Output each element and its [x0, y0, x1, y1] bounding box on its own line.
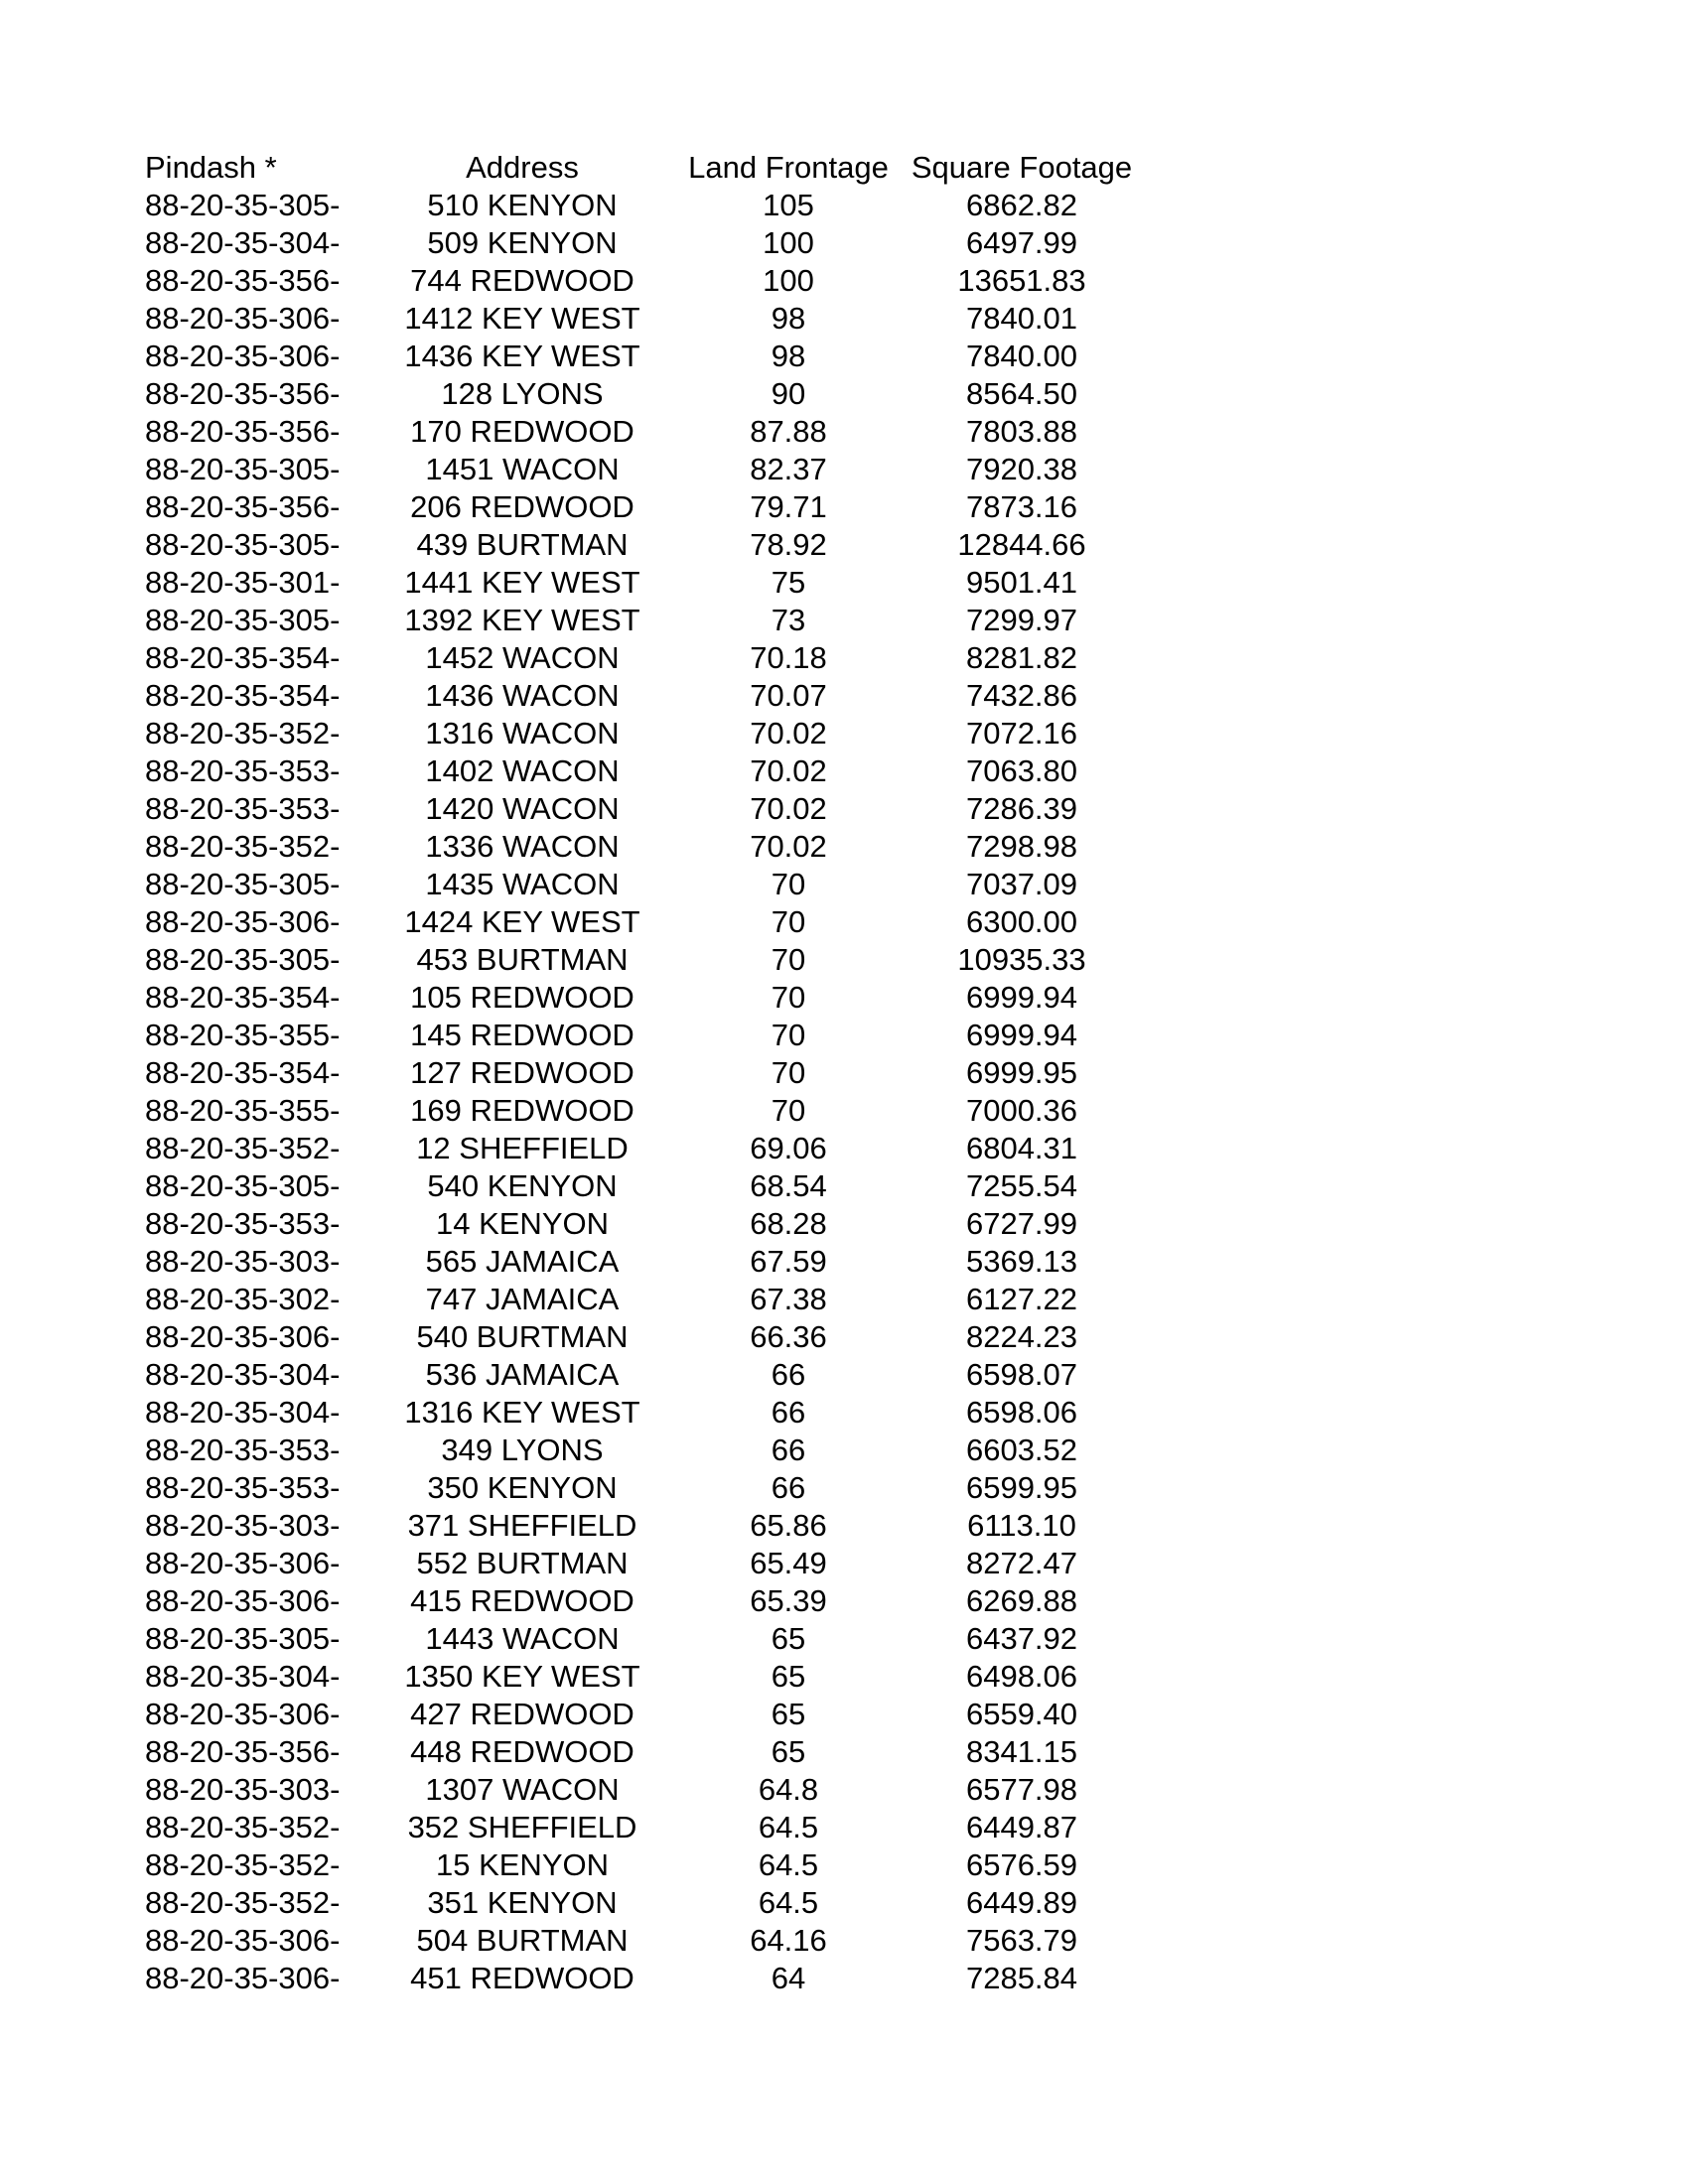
cell-pindash: 88-20-35-305- [145, 942, 341, 977]
cell-land-frontage: 70 [771, 867, 806, 901]
cell-pindash: 88-20-35-355- [145, 1018, 341, 1052]
cell-square-footage: 6449.87 [965, 1810, 1078, 1844]
cell-pindash: 88-20-35-355- [145, 1093, 341, 1128]
table-row [145, 1809, 1188, 1846]
table-body [145, 187, 1188, 1997]
cell-land-frontage: 66 [771, 1395, 806, 1430]
cell-square-footage: 8341.15 [965, 1734, 1078, 1769]
cell-land-frontage: 64.5 [758, 1885, 819, 1920]
cell-pindash: 88-20-35-353- [145, 753, 341, 788]
cell-pindash: 88-20-35-356- [145, 376, 341, 411]
cell-address: 169 REDWOOD [410, 1093, 634, 1128]
cell-address: 1435 WACON [425, 867, 620, 901]
table-row [145, 1092, 1188, 1130]
cell-pindash: 88-20-35-353- [145, 1433, 341, 1467]
table-row [145, 300, 1188, 338]
table-row [145, 903, 1188, 941]
cell-square-footage: 7920.38 [965, 452, 1078, 486]
table-row [145, 1771, 1188, 1809]
cell-square-footage: 7286.39 [965, 791, 1078, 826]
header-land-frontage: Land Frontage [688, 150, 889, 185]
cell-square-footage: 8272.47 [965, 1546, 1078, 1580]
table-row [145, 1960, 1188, 1997]
cell-pindash: 88-20-35-305- [145, 1168, 341, 1203]
cell-land-frontage: 65 [771, 1697, 806, 1731]
header-row [145, 149, 1188, 187]
cell-address: 105 REDWOOD [410, 980, 634, 1015]
table-row [145, 375, 1188, 413]
table-row [145, 1507, 1188, 1545]
cell-address: 540 BURTMAN [416, 1319, 629, 1354]
cell-address: 1412 KEY WEST [404, 301, 640, 336]
cell-land-frontage: 64.5 [758, 1847, 819, 1882]
cell-address: 1336 WACON [425, 829, 620, 864]
cell-address: 1420 WACON [425, 791, 620, 826]
table-row [145, 1582, 1188, 1620]
cell-pindash: 88-20-35-352- [145, 1131, 341, 1165]
cell-address: 350 KENYON [427, 1470, 618, 1505]
table-row [145, 1394, 1188, 1432]
cell-address: 552 BURTMAN [416, 1546, 629, 1580]
cell-pindash: 88-20-35-304- [145, 1357, 341, 1392]
table-row [145, 1243, 1188, 1281]
cell-square-footage: 7255.54 [965, 1168, 1078, 1203]
table-row [145, 602, 1188, 639]
cell-address: 128 LYONS [441, 376, 604, 411]
cell-pindash: 88-20-35-352- [145, 1810, 341, 1844]
cell-square-footage: 6999.94 [965, 1018, 1078, 1052]
cell-pindash: 88-20-35-353- [145, 791, 341, 826]
cell-address: 1452 WACON [425, 640, 620, 675]
cell-square-footage: 5369.13 [965, 1244, 1078, 1279]
cell-pindash: 88-20-35-354- [145, 980, 341, 1015]
cell-land-frontage: 105 [763, 188, 814, 222]
cell-land-frontage: 70 [771, 904, 806, 939]
cell-pindash: 88-20-35-356- [145, 489, 341, 524]
cell-square-footage: 6498.06 [965, 1659, 1078, 1694]
cell-pindash: 88-20-35-306- [145, 339, 341, 373]
cell-land-frontage: 70 [771, 1093, 806, 1128]
cell-square-footage: 8224.23 [965, 1319, 1078, 1354]
cell-pindash: 88-20-35-305- [145, 188, 341, 222]
cell-square-footage: 7803.88 [965, 414, 1078, 449]
cell-pindash: 88-20-35-303- [145, 1244, 341, 1279]
cell-square-footage: 7873.16 [965, 489, 1078, 524]
cell-pindash: 88-20-35-305- [145, 867, 341, 901]
cell-land-frontage: 100 [763, 225, 814, 260]
cell-address: 415 REDWOOD [410, 1583, 634, 1618]
cell-pindash: 88-20-35-306- [145, 301, 341, 336]
cell-land-frontage: 87.88 [750, 414, 827, 449]
table-row [145, 1432, 1188, 1469]
table-row [145, 1318, 1188, 1356]
cell-pindash: 88-20-35-306- [145, 1961, 341, 1995]
cell-square-footage: 7072.16 [965, 716, 1078, 751]
cell-square-footage: 7840.01 [965, 301, 1078, 336]
cell-address: 349 LYONS [441, 1433, 604, 1467]
cell-square-footage: 6598.07 [965, 1357, 1078, 1392]
cell-land-frontage: 75 [771, 565, 806, 600]
cell-address: 510 KENYON [427, 188, 618, 222]
cell-land-frontage: 64 [771, 1961, 806, 1995]
cell-land-frontage: 90 [771, 376, 806, 411]
cell-pindash: 88-20-35-302- [145, 1282, 341, 1316]
cell-land-frontage: 82.37 [750, 452, 827, 486]
cell-land-frontage: 65 [771, 1621, 806, 1656]
cell-pindash: 88-20-35-354- [145, 640, 341, 675]
cell-square-footage: 7299.97 [965, 603, 1078, 637]
cell-address: 1441 KEY WEST [404, 565, 640, 600]
cell-square-footage: 10935.33 [957, 942, 1086, 977]
cell-pindash: 88-20-35-305- [145, 527, 341, 562]
cell-land-frontage: 65 [771, 1659, 806, 1694]
cell-address: 127 REDWOOD [410, 1055, 634, 1090]
cell-pindash: 88-20-35-354- [145, 1055, 341, 1090]
table-row [145, 1281, 1188, 1318]
cell-pindash: 88-20-35-352- [145, 829, 341, 864]
cell-land-frontage: 70.02 [750, 829, 827, 864]
table-row [145, 1884, 1188, 1922]
cell-square-footage: 6862.82 [965, 188, 1078, 222]
cell-address: 427 REDWOOD [410, 1697, 634, 1731]
cell-square-footage: 6127.22 [965, 1282, 1078, 1316]
cell-pindash: 88-20-35-352- [145, 1847, 341, 1882]
cell-land-frontage: 100 [763, 263, 814, 298]
cell-land-frontage: 67.59 [750, 1244, 827, 1279]
header-address: Address [466, 150, 579, 185]
cell-land-frontage: 64.8 [758, 1772, 819, 1807]
table-row [145, 1620, 1188, 1658]
header-pindash: Pindash * [145, 150, 277, 185]
cell-square-footage: 6497.99 [965, 225, 1078, 260]
table-row [145, 639, 1188, 677]
cell-land-frontage: 70.02 [750, 753, 827, 788]
cell-square-footage: 7037.09 [965, 867, 1078, 901]
cell-land-frontage: 70 [771, 980, 806, 1015]
cell-square-footage: 12844.66 [957, 527, 1086, 562]
cell-square-footage: 6576.59 [965, 1847, 1078, 1882]
cell-land-frontage: 78.92 [750, 527, 827, 562]
cell-address: 351 KENYON [427, 1885, 618, 1920]
cell-address: 145 REDWOOD [410, 1018, 634, 1052]
cell-pindash: 88-20-35-301- [145, 565, 341, 600]
cell-address: 1402 WACON [425, 753, 620, 788]
table-row [145, 262, 1188, 300]
cell-land-frontage: 98 [771, 339, 806, 373]
cell-pindash: 88-20-35-304- [145, 1659, 341, 1694]
cell-square-footage: 8564.50 [965, 376, 1078, 411]
cell-address: 1436 WACON [425, 678, 620, 713]
cell-pindash: 88-20-35-304- [145, 225, 341, 260]
cell-square-footage: 6804.31 [965, 1131, 1078, 1165]
cell-address: 536 JAMAICA [425, 1357, 620, 1392]
cell-square-footage: 6727.99 [965, 1206, 1078, 1241]
table-row [145, 941, 1188, 979]
table-row [145, 1658, 1188, 1696]
table-row [145, 1130, 1188, 1167]
cell-land-frontage: 79.71 [750, 489, 827, 524]
table-row [145, 451, 1188, 488]
cell-pindash: 88-20-35-356- [145, 263, 341, 298]
table-row [145, 1167, 1188, 1205]
cell-square-footage: 6559.40 [965, 1697, 1078, 1731]
cell-land-frontage: 70.02 [750, 716, 827, 751]
cell-square-footage: 6113.10 [967, 1508, 1076, 1543]
table-row [145, 338, 1188, 375]
cell-address: 1424 KEY WEST [404, 904, 640, 939]
table-row [145, 224, 1188, 262]
cell-square-footage: 7000.36 [965, 1093, 1078, 1128]
cell-pindash: 88-20-35-352- [145, 716, 341, 751]
table-row [145, 1469, 1188, 1507]
cell-land-frontage: 66 [771, 1433, 806, 1467]
table-row [145, 1922, 1188, 1960]
table-row [145, 488, 1188, 526]
cell-address: 206 REDWOOD [410, 489, 634, 524]
table-row [145, 187, 1188, 224]
cell-pindash: 88-20-35-353- [145, 1470, 341, 1505]
table-row [145, 790, 1188, 828]
cell-square-footage: 8281.82 [965, 640, 1078, 675]
cell-address: 14 KENYON [435, 1206, 609, 1241]
cell-address: 509 KENYON [427, 225, 618, 260]
cell-land-frontage: 65.49 [750, 1546, 827, 1580]
table-row [145, 1696, 1188, 1733]
cell-address: 453 BURTMAN [416, 942, 629, 977]
cell-pindash: 88-20-35-305- [145, 1621, 341, 1656]
cell-land-frontage: 68.54 [750, 1168, 827, 1203]
cell-pindash: 88-20-35-352- [145, 1885, 341, 1920]
cell-address: 565 JAMAICA [425, 1244, 620, 1279]
table-row [145, 526, 1188, 564]
cell-land-frontage: 66 [771, 1357, 806, 1392]
cell-land-frontage: 70.18 [750, 640, 827, 675]
cell-square-footage: 6603.52 [965, 1433, 1078, 1467]
table-row [145, 564, 1188, 602]
cell-land-frontage: 65.86 [750, 1508, 827, 1543]
cell-address: 1443 WACON [425, 1621, 620, 1656]
cell-address: 747 JAMAICA [425, 1282, 620, 1316]
cell-square-footage: 7285.84 [965, 1961, 1078, 1995]
cell-address: 1350 KEY WEST [404, 1659, 640, 1694]
table-row [145, 866, 1188, 903]
table-row [145, 1545, 1188, 1582]
cell-address: 1436 KEY WEST [404, 339, 640, 373]
cell-address: 448 REDWOOD [410, 1734, 634, 1769]
cell-land-frontage: 64.5 [758, 1810, 819, 1844]
cell-pindash: 88-20-35-306- [145, 1583, 341, 1618]
cell-pindash: 88-20-35-306- [145, 1923, 341, 1958]
cell-land-frontage: 68.28 [750, 1206, 827, 1241]
cell-address: 15 KENYON [435, 1847, 609, 1882]
cell-square-footage: 13651.83 [957, 263, 1086, 298]
cell-land-frontage: 65 [771, 1734, 806, 1769]
cell-square-footage: 6999.95 [965, 1055, 1078, 1090]
cell-pindash: 88-20-35-303- [145, 1508, 341, 1543]
cell-address: 352 SHEFFIELD [407, 1810, 637, 1844]
table-row [145, 413, 1188, 451]
table-row [145, 1356, 1188, 1394]
cell-pindash: 88-20-35-305- [145, 603, 341, 637]
cell-square-footage: 6999.94 [965, 980, 1078, 1015]
cell-land-frontage: 66.36 [750, 1319, 827, 1354]
cell-square-footage: 7298.98 [965, 829, 1078, 864]
cell-land-frontage: 73 [771, 603, 806, 637]
cell-address: 12 SHEFFIELD [416, 1131, 629, 1165]
cell-pindash: 88-20-35-306- [145, 1319, 341, 1354]
cell-square-footage: 6598.06 [965, 1395, 1078, 1430]
table-row [145, 1205, 1188, 1243]
cell-land-frontage: 65.39 [750, 1583, 827, 1618]
cell-pindash: 88-20-35-303- [145, 1772, 341, 1807]
table-row [145, 1733, 1188, 1771]
cell-square-footage: 6577.98 [965, 1772, 1078, 1807]
table-row [145, 1017, 1188, 1054]
cell-square-footage: 7840.00 [965, 339, 1078, 373]
cell-land-frontage: 70 [771, 942, 806, 977]
cell-land-frontage: 70 [771, 1055, 806, 1090]
cell-address: 451 REDWOOD [410, 1961, 634, 1995]
cell-pindash: 88-20-35-306- [145, 904, 341, 939]
cell-land-frontage: 70.07 [750, 678, 827, 713]
cell-address: 371 SHEFFIELD [407, 1508, 637, 1543]
cell-address: 1451 WACON [425, 452, 620, 486]
property-table [145, 149, 1188, 1997]
table-row [145, 1846, 1188, 1884]
table-row [145, 828, 1188, 866]
cell-land-frontage: 70.02 [750, 791, 827, 826]
cell-land-frontage: 67.38 [750, 1282, 827, 1316]
cell-address: 1392 KEY WEST [404, 603, 640, 637]
cell-land-frontage: 66 [771, 1470, 806, 1505]
cell-square-footage: 6300.00 [965, 904, 1078, 939]
cell-pindash: 88-20-35-305- [145, 452, 341, 486]
cell-square-footage: 6437.92 [965, 1621, 1078, 1656]
cell-address: 744 REDWOOD [410, 263, 634, 298]
cell-address: 540 KENYON [427, 1168, 618, 1203]
cell-square-footage: 6269.88 [965, 1583, 1078, 1618]
header-square-footage: Square Footage [911, 150, 1133, 185]
cell-square-footage: 6599.95 [965, 1470, 1078, 1505]
cell-pindash: 88-20-35-356- [145, 414, 341, 449]
cell-pindash: 88-20-35-356- [145, 1734, 341, 1769]
cell-pindash: 88-20-35-306- [145, 1697, 341, 1731]
cell-square-footage: 6449.89 [965, 1885, 1078, 1920]
cell-land-frontage: 69.06 [750, 1131, 827, 1165]
cell-square-footage: 7063.80 [965, 753, 1078, 788]
cell-address: 1316 WACON [425, 716, 620, 751]
cell-square-footage: 7432.86 [965, 678, 1078, 713]
cell-pindash: 88-20-35-353- [145, 1206, 341, 1241]
cell-land-frontage: 98 [771, 301, 806, 336]
cell-land-frontage: 70 [771, 1018, 806, 1052]
table-row [145, 979, 1188, 1017]
table-row [145, 677, 1188, 715]
table-row [145, 715, 1188, 752]
cell-square-footage: 7563.79 [965, 1923, 1078, 1958]
cell-address: 504 BURTMAN [416, 1923, 629, 1958]
table-row [145, 1054, 1188, 1092]
cell-pindash: 88-20-35-304- [145, 1395, 341, 1430]
cell-pindash: 88-20-35-354- [145, 678, 341, 713]
cell-square-footage: 9501.41 [965, 565, 1078, 600]
cell-pindash: 88-20-35-306- [145, 1546, 341, 1580]
cell-address: 170 REDWOOD [410, 414, 634, 449]
cell-address: 439 BURTMAN [416, 527, 629, 562]
table-row [145, 752, 1188, 790]
cell-address: 1307 WACON [425, 1772, 620, 1807]
cell-address: 1316 KEY WEST [404, 1395, 640, 1430]
cell-land-frontage: 64.16 [750, 1923, 827, 1958]
